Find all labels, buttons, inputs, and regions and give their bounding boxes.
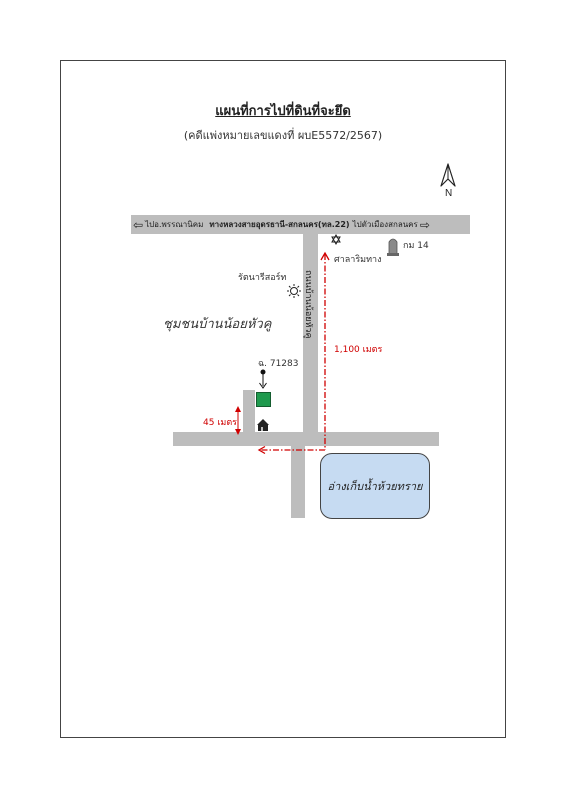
distance-main-label: 1,100 เมตร: [334, 345, 383, 355]
shrine-icon: [332, 235, 340, 244]
case-number: (คดีแพ่งหมายเลขแดงที่ ผบE5572/2567): [183, 129, 383, 142]
community-label: ชุมชนบ้านน้อยหัวคู: [163, 317, 272, 332]
highway-right-label: ไปตัวเมืองสกลนคร: [352, 220, 418, 229]
km-marker-icon: [387, 239, 399, 256]
map-title: แผนที่การไปที่ดินที่จะยึด: [215, 104, 351, 119]
km-marker-label: กม 14: [403, 241, 429, 251]
deed-pin-icon: [260, 370, 267, 389]
resort-label: รัตนารีสอร์ท: [238, 273, 287, 283]
dimension-45m-icon: [235, 406, 241, 435]
highway-name: ทางหลวงสายอุดรธานี-สกลนคร(ทล.22): [209, 220, 350, 229]
arrow-right-icon: ⇨: [419, 217, 430, 232]
reservoir-label: อ่างเก็บน้ำห้วยทราย: [327, 480, 423, 493]
deed-label: ฉ. 71283: [258, 359, 299, 369]
arrow-left-icon: ⇦: [133, 217, 144, 232]
highway-left-label: ไปอ.พรรณานิคม: [145, 220, 204, 229]
distance-side-label: 45 เมตร: [203, 418, 238, 428]
north-arrow-icon: [441, 164, 455, 186]
house-icon: [257, 419, 269, 431]
road-name-label: ถนนบ้านน้อยหัวคู: [303, 270, 313, 339]
north-label: N: [445, 188, 453, 199]
shrine-label: ศาลาริมทาง: [334, 255, 382, 265]
resort-icon: [287, 284, 301, 298]
